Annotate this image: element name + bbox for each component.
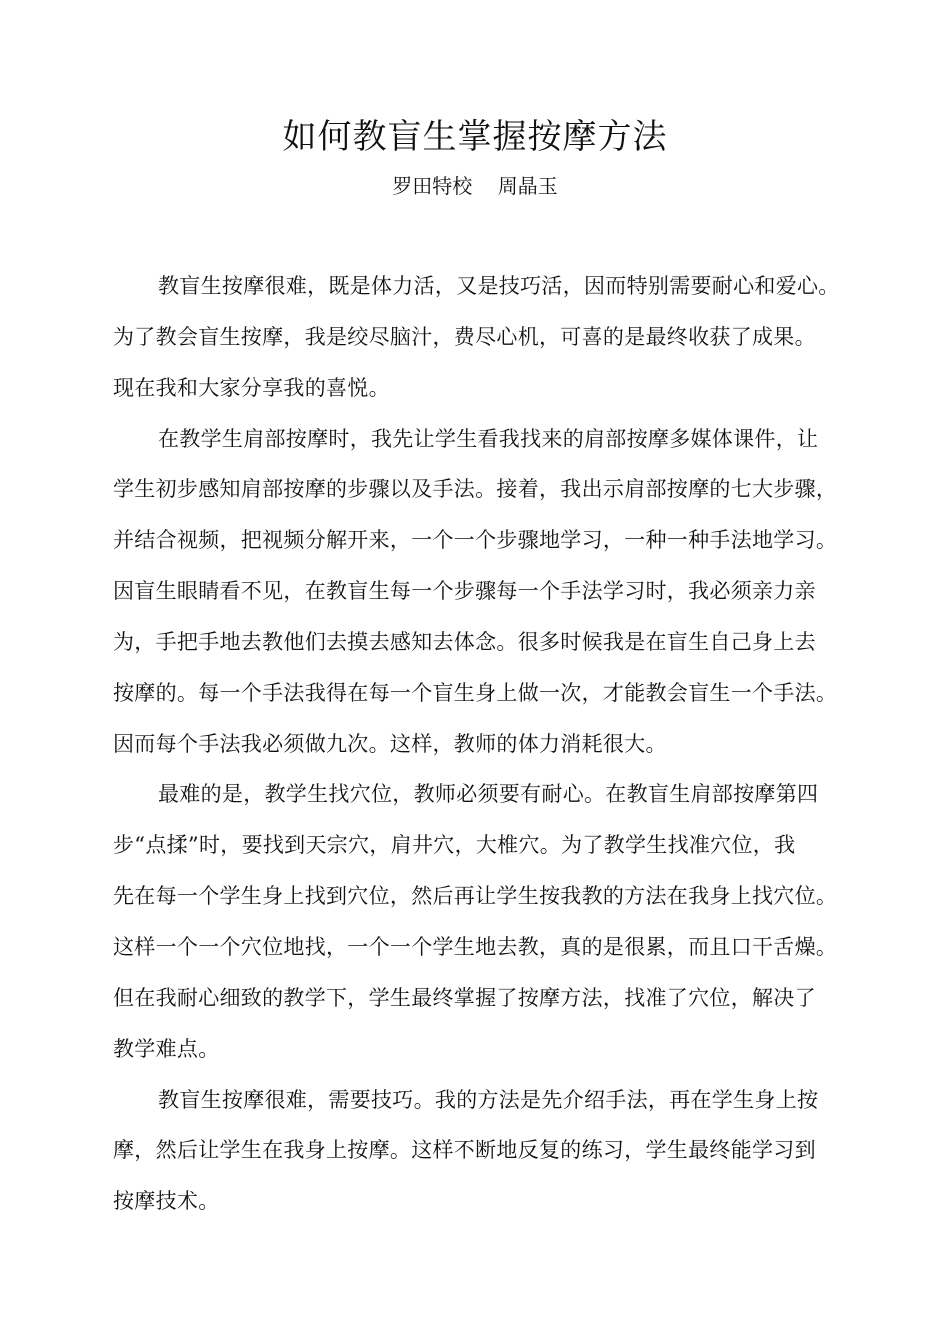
paragraph-line: 按摩的。每一个手法我得在每一个盲生身上做一次，才能教会盲生一个手法。 <box>113 680 838 705</box>
paragraph-line: 摩，然后让学生在我身上按摩。这样不断地反复的练习，学生最终能学习到 <box>113 1138 816 1163</box>
paragraph-line: 学生初步感知肩部按摩的步骤以及手法。接着，我出示肩部按摩的七大步骤， <box>113 477 838 502</box>
paragraph-line: 教学难点。 <box>113 1036 220 1061</box>
paragraph-line: 因盲生眼睛看不见，在教盲生每一个步骤每一个手法学习时，我必须亲力亲 <box>113 579 816 604</box>
paragraph-line: 并结合视频，把视频分解开来，一个一个步骤地学习，一种一种手法地学习。 <box>113 528 838 553</box>
paragraph-line: 因而每个手法我必须做九次。这样，教师的体力消耗很大。 <box>113 731 667 756</box>
paragraph-line: 为，手把手地去教他们去摸去感知去体念。很多时候我是在盲生自己身上去 <box>113 629 816 654</box>
paragraph-line: 但在我耐心细致的教学下，学生最终掌握了按摩方法，找准了穴位，解决了 <box>113 985 816 1010</box>
paragraph-line: 这样一个一个穴位地找，一个一个学生地去教，真的是很累，而且口干舌燥。 <box>113 934 838 959</box>
paragraph-line: 在教学生肩部按摩时，我先让学生看我找来的肩部按摩多媒体课件，让 <box>158 426 819 451</box>
paragraph-line: 教盲生按摩很难，需要技巧。我的方法是先介绍手法，再在学生身上按 <box>158 1087 819 1112</box>
paragraph-line: 教盲生按摩很难，既是体力活，又是技巧活，因而特别需要耐心和爱心。 <box>158 274 840 298</box>
document-byline: 罗田特校 周晶玉 <box>392 174 558 198</box>
document-title: 如何教盲生掌握按摩方法 <box>282 117 668 157</box>
paragraph-line: 为了教会盲生按摩，我是绞尽脑汁，费尽心机，可喜的是最终收获了成果。 <box>113 324 816 349</box>
document-body <box>113 261 873 1227</box>
paragraph-line: 按摩技术。 <box>113 1189 220 1214</box>
paragraph-line: 现在我和大家分享我的喜悦。 <box>113 375 390 400</box>
paragraph-line: 先在每一个学生身上找到穴位，然后再让学生按我教的方法在我身上找穴位。 <box>113 884 838 909</box>
paragraph-line: 步“点揉”时，要找到天宗穴，肩井穴，大椎穴。为了教学生找准穴位，我 <box>113 833 796 858</box>
paragraph-line: 最难的是，教学生找穴位，教师必须要有耐心。在教盲生肩部按摩第四 <box>158 782 819 807</box>
